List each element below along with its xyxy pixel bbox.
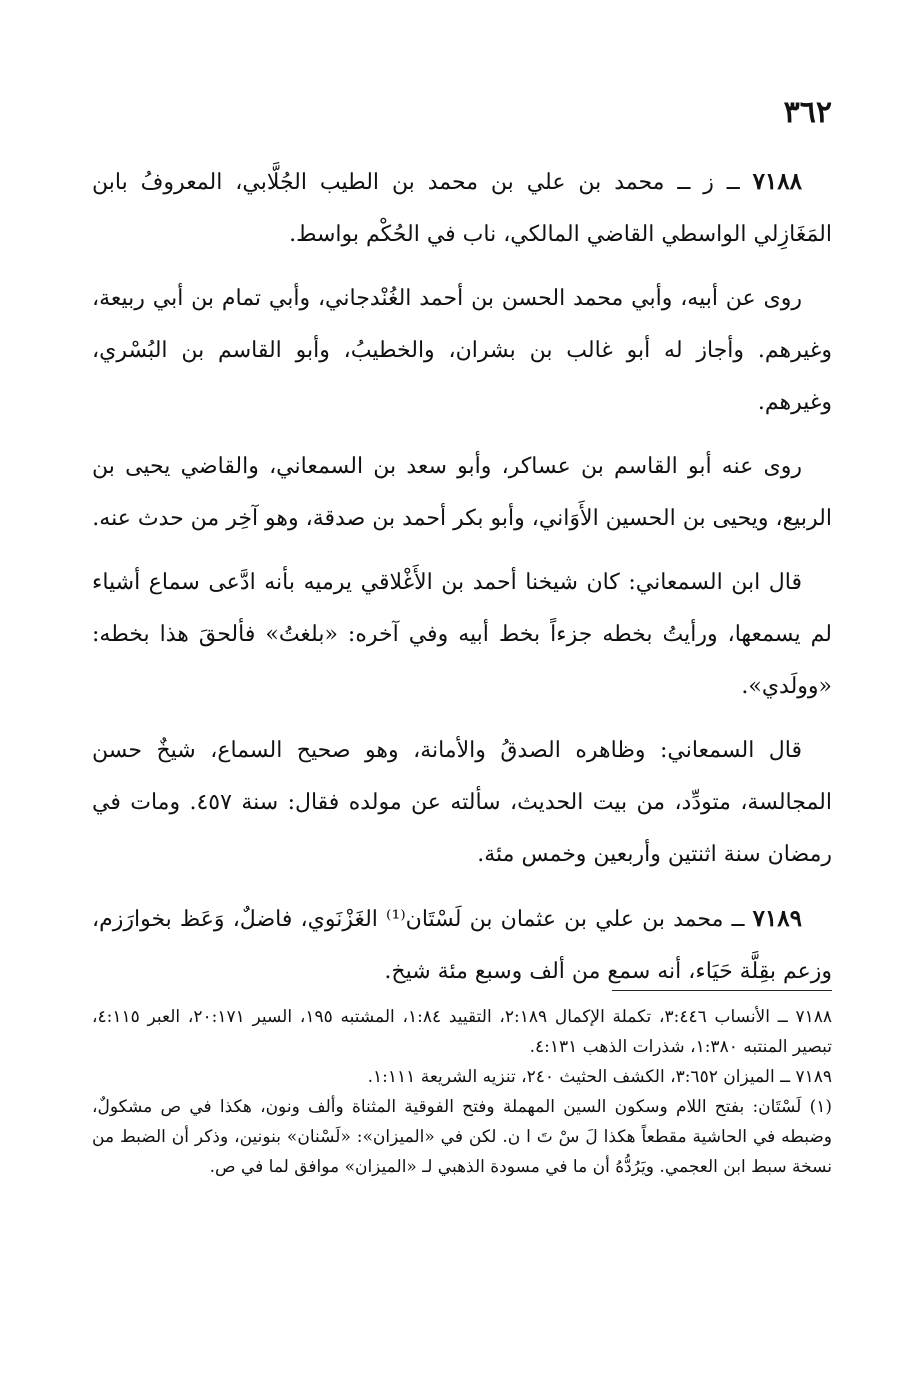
main-text (92, 156, 832, 1010)
entry-7188-heading (92, 156, 832, 261)
footnotes (92, 1002, 832, 1182)
entry-number: ٧١٨٨ (752, 168, 802, 195)
footnote-text: لَسْتَان: بفتح اللام وسكون السين المهملة وفتح الفوقية المثناة وألف ونون، هكذا في ص مشكولٌ، وضبطه في الحاشية مقطعاً هكذا لَ سْ تَ ا ن. لكن في «الميزان»: «لَسْنان» بنونين، وذكر أن الضبط من نسخة سبط ابن العجمي. ويَرُدُّهُ أن ما في مسودة الذهبي لـ «الميزان» موافق لما في ص. (92, 1097, 832, 1177)
entry-paragraph: قال السمعاني: وظاهره الصدقُ والأمانة، وهو صحيح السماع، شيخٌ حسن المجالسة، متودِّد، من بيت الحديث، سألته عن مولده فقال: سنة ٤٥٧. ومات في رمضان سنة اثنتين وأربعين وخمس مئة. (92, 738, 832, 867)
entry-paragraph: روى عن أبيه، وأبي محمد الحسن بن أحمد الغُنْدجاني، وأبي تمام بن أبي ربيعة، وغيرهم. وأجاز له أبو غالب بن بشران، والخطيبُ، وأبو القاسم بن البُسْري، وغيرهم. (92, 286, 832, 415)
footnote-number: ٧١٨٨ (795, 1007, 832, 1027)
entry-heading-text: ــ محمد بن علي بن عثمان بن لَسْتَان⁽¹⁾ الغَزْنَوي، فاضلٌ، وَعَظ بخوارَزم، وزعم بقِلَّة حَيَاء، أنه سمع من ألف وسبع مئة شيخ. (92, 907, 832, 984)
entry-paragraph: روى عنه أبو القاسم بن عساكر، وأبو سعد بن السمعاني، والقاضي يحيى بن الربيع، ويحيى بن الحسين الأَوَاني، وأبو بكر أحمد بن صدقة، وهو آخِر من حدث عنه. (92, 454, 832, 531)
page-number: ٣٦٢ (783, 95, 832, 130)
entry-number: ٧١٨٩ (752, 905, 802, 932)
entry-heading-text: ــ ز ــ محمد بن علي بن محمد بن الطيب الجُلَّابي، المعروفُ بابن المَغَازِلي الواسطي القاضي المالكي، ناب في الحُكْم بواسط. (92, 170, 832, 247)
entry-7189-heading (92, 893, 832, 998)
footnote (92, 1092, 832, 1182)
footnote-text: ــ الميزان ٣:٦٥٢، الكشف الحثيث ٢٤٠، تنزيه الشريعة ١:١١١. (367, 1067, 791, 1087)
footnote-number: ٧١٨٩ (795, 1067, 832, 1087)
footnote (92, 1062, 832, 1092)
footnote-number: (١) (809, 1097, 832, 1117)
footnote-text: ــ الأنساب ٣:٤٤٦، تكملة الإكمال ٢:١٨٩، التقييد ١:٨٤، المشتبه ١٩٥، السير ٢٠:١٧١، العبر ٤:١١٥، تبصير المنتبه ١:٣٨٠، شذرات الذهب ٤:١٣١. (92, 1007, 832, 1057)
entry-paragraph: قال ابن السمعاني: كان شيخنا أحمد بن الأَغْلاقي يرميه بأنه ادَّعى سماع أشياء لم يسمعها، ورأيتُ بخطه جزءاً بخط أبيه وفي آخره: «بلغتُ» فألحقَ هذا بخطه: «وولَدي». (92, 570, 832, 699)
footnote-separator (612, 990, 832, 991)
footnote (92, 1002, 832, 1062)
